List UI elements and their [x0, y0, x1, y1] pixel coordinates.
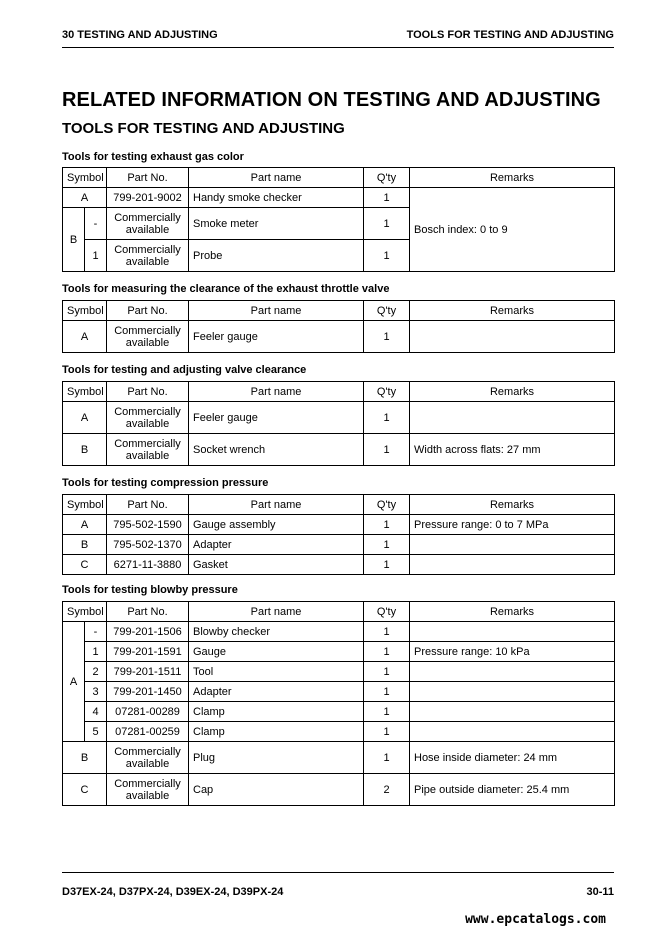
- table-row: [63, 702, 615, 722]
- remarks-cell: Hose inside diameter: 24 mm: [410, 742, 615, 774]
- table-row: [63, 515, 615, 535]
- col-symbol: Symbol: [63, 382, 107, 402]
- part-no-cell: Commercially available: [107, 208, 189, 240]
- qty-cell: 1: [364, 515, 410, 535]
- remarks-cell: [410, 555, 615, 575]
- symbol-cell: B: [63, 434, 107, 466]
- part-name-cell: Tool: [189, 662, 364, 682]
- qty-cell: 1: [364, 662, 410, 682]
- part-no-cell: 07281-00289: [107, 702, 189, 722]
- table-row: [63, 642, 615, 662]
- symbol-cell: A: [63, 321, 107, 353]
- symbol-cell: B: [63, 535, 107, 555]
- col-remarks: Remarks: [410, 301, 615, 321]
- sub-symbol-cell: 1: [85, 240, 107, 272]
- part-no-cell: Commercially available: [107, 321, 189, 353]
- part-name-cell: Plug: [189, 742, 364, 774]
- table-header-row: [63, 382, 615, 402]
- symbol-cell: C: [63, 774, 107, 806]
- page-subtitle: TOOLS FOR TESTING AND ADJUSTING: [62, 120, 345, 137]
- symbol-cell: C: [63, 555, 107, 575]
- qty-cell: 1: [364, 402, 410, 434]
- table-row: [63, 535, 615, 555]
- qty-cell: 2: [364, 774, 410, 806]
- part-name-cell: Feeler gauge: [189, 321, 364, 353]
- part-no-cell: 799-201-1511: [107, 662, 189, 682]
- qty-cell: 1: [364, 535, 410, 555]
- part-name-cell: Blowby checker: [189, 622, 364, 642]
- qty-cell: 1: [364, 622, 410, 642]
- table-row: [63, 722, 615, 742]
- qty-cell: 1: [364, 702, 410, 722]
- sub-symbol-cell: 5: [85, 722, 107, 742]
- symbol-cell: B: [63, 208, 85, 272]
- qty-cell: 1: [364, 722, 410, 742]
- qty-cell: 1: [364, 682, 410, 702]
- part-no-cell: 799-201-1506: [107, 622, 189, 642]
- table-row: [63, 774, 615, 806]
- header-chapter: 30 TESTING AND ADJUSTING: [62, 29, 218, 41]
- qty-cell: 1: [364, 434, 410, 466]
- symbol-cell: A: [63, 622, 85, 742]
- part-name-cell: Handy smoke checker: [189, 188, 364, 208]
- footer-rule: [62, 872, 614, 873]
- part-no-cell: 799-201-1450: [107, 682, 189, 702]
- part-name-cell: Probe: [189, 240, 364, 272]
- col-part-name: Part name: [189, 602, 364, 622]
- sub-symbol-cell: 4: [85, 702, 107, 722]
- col-part-no: Part No.: [107, 301, 189, 321]
- col-qty: Q'ty: [364, 301, 410, 321]
- page-title: RELATED INFORMATION ON TESTING AND ADJUSTING: [62, 89, 601, 111]
- footer-models: D37EX-24, D37PX-24, D39EX-24, D39PX-24: [62, 886, 284, 898]
- table-row: [63, 402, 615, 434]
- qty-cell: 1: [364, 321, 410, 353]
- qty-cell: 1: [364, 240, 410, 272]
- col-qty: Q'ty: [364, 168, 410, 188]
- col-part-no: Part No.: [107, 602, 189, 622]
- qty-cell: 1: [364, 555, 410, 575]
- table-exhaust-throttle-valve: [62, 300, 615, 353]
- part-no-cell: Commercially available: [107, 434, 189, 466]
- sub-symbol-cell: -: [85, 208, 107, 240]
- remarks-cell: Pipe outside diameter: 25.4 mm: [410, 774, 615, 806]
- table-header-row: [63, 495, 615, 515]
- part-name-cell: Feeler gauge: [189, 402, 364, 434]
- table-row: [63, 682, 615, 702]
- col-qty: Q'ty: [364, 382, 410, 402]
- part-name-cell: Socket wrench: [189, 434, 364, 466]
- table-header-row: [63, 301, 615, 321]
- col-remarks: Remarks: [410, 495, 615, 515]
- remarks-cell: Pressure range: 0 to 7 MPa: [410, 515, 615, 535]
- part-name-cell: Adapter: [189, 535, 364, 555]
- part-no-cell: 799-201-1591: [107, 642, 189, 662]
- table-header-row: [63, 602, 615, 622]
- sub-symbol-cell: 3: [85, 682, 107, 702]
- table-row: [63, 742, 615, 774]
- col-part-name: Part name: [189, 301, 364, 321]
- part-no-cell: Commercially available: [107, 402, 189, 434]
- qty-cell: 1: [364, 188, 410, 208]
- part-name-cell: Clamp: [189, 702, 364, 722]
- remarks-cell: [410, 321, 615, 353]
- remarks-cell: [410, 662, 615, 682]
- col-qty: Q'ty: [364, 495, 410, 515]
- symbol-cell: A: [63, 402, 107, 434]
- table-row: [63, 188, 615, 208]
- remarks-cell: [410, 535, 615, 555]
- remarks-cell: [410, 722, 615, 742]
- part-no-cell: 795-502-1590: [107, 515, 189, 535]
- part-no-cell: Commercially available: [107, 240, 189, 272]
- table-row: [63, 555, 615, 575]
- remarks-cell: [410, 682, 615, 702]
- qty-cell: 1: [364, 208, 410, 240]
- part-name-cell: Cap: [189, 774, 364, 806]
- page-number: 30-11: [586, 886, 614, 898]
- header-section: TOOLS FOR TESTING AND ADJUSTING: [406, 29, 614, 41]
- symbol-cell: A: [63, 188, 107, 208]
- table-header-row: [63, 168, 615, 188]
- part-name-cell: Gasket: [189, 555, 364, 575]
- remarks-cell: [410, 622, 615, 642]
- col-remarks: Remarks: [410, 168, 615, 188]
- remarks-cell: Pressure range: 10 kPa: [410, 642, 615, 662]
- remarks-cell: [410, 402, 615, 434]
- table-valve-clearance: [62, 381, 615, 466]
- col-symbol: Symbol: [63, 168, 107, 188]
- col-part-no: Part No.: [107, 382, 189, 402]
- col-part-name: Part name: [189, 495, 364, 515]
- col-part-name: Part name: [189, 168, 364, 188]
- col-part-name: Part name: [189, 382, 364, 402]
- table-row: [63, 622, 615, 642]
- remarks-cell: [410, 702, 615, 722]
- table-row: [63, 662, 615, 682]
- col-part-no: Part No.: [107, 495, 189, 515]
- col-qty: Q'ty: [364, 602, 410, 622]
- sub-symbol-cell: -: [85, 622, 107, 642]
- qty-cell: 1: [364, 742, 410, 774]
- col-remarks: Remarks: [410, 382, 615, 402]
- part-no-cell: Commercially available: [107, 742, 189, 774]
- header-rule: [62, 47, 614, 48]
- symbol-cell: A: [63, 515, 107, 535]
- part-no-cell: 07281-00259: [107, 722, 189, 742]
- part-name-cell: Smoke meter: [189, 208, 364, 240]
- col-remarks: Remarks: [410, 602, 615, 622]
- part-name-cell: Gauge: [189, 642, 364, 662]
- sub-symbol-cell: 2: [85, 662, 107, 682]
- section-title-blowby-pressure: Tools for testing blowby pressure: [62, 584, 238, 596]
- watermark-url: www.epcatalogs.com: [465, 912, 606, 927]
- section-title-exhaust-gas-color: Tools for testing exhaust gas color: [62, 151, 244, 163]
- part-name-cell: Adapter: [189, 682, 364, 702]
- col-symbol: Symbol: [63, 602, 107, 622]
- table-exhaust-gas-color: [62, 167, 615, 272]
- section-title-compression-pressure: Tools for testing compression pressure: [62, 477, 269, 489]
- part-name-cell: Clamp: [189, 722, 364, 742]
- qty-cell: 1: [364, 642, 410, 662]
- col-symbol: Symbol: [63, 301, 107, 321]
- part-no-cell: 6271-11-3880: [107, 555, 189, 575]
- remarks-cell: Bosch index: 0 to 9: [410, 188, 615, 272]
- sub-symbol-cell: 1: [85, 642, 107, 662]
- part-no-cell: Commercially available: [107, 774, 189, 806]
- table-row: [63, 434, 615, 466]
- symbol-cell: B: [63, 742, 107, 774]
- col-symbol: Symbol: [63, 495, 107, 515]
- part-no-cell: 799-201-9002: [107, 188, 189, 208]
- col-part-no: Part No.: [107, 168, 189, 188]
- part-no-cell: 795-502-1370: [107, 535, 189, 555]
- section-title-exhaust-throttle-valve: Tools for measuring the clearance of the exhaust throttle valve: [62, 283, 390, 295]
- table-blowby-pressure: [62, 601, 615, 806]
- table-compression-pressure: [62, 494, 615, 575]
- part-name-cell: Gauge assembly: [189, 515, 364, 535]
- remarks-cell: Width across flats: 27 mm: [410, 434, 615, 466]
- table-row: [63, 321, 615, 353]
- section-title-valve-clearance: Tools for testing and adjusting valve clearance: [62, 364, 307, 376]
